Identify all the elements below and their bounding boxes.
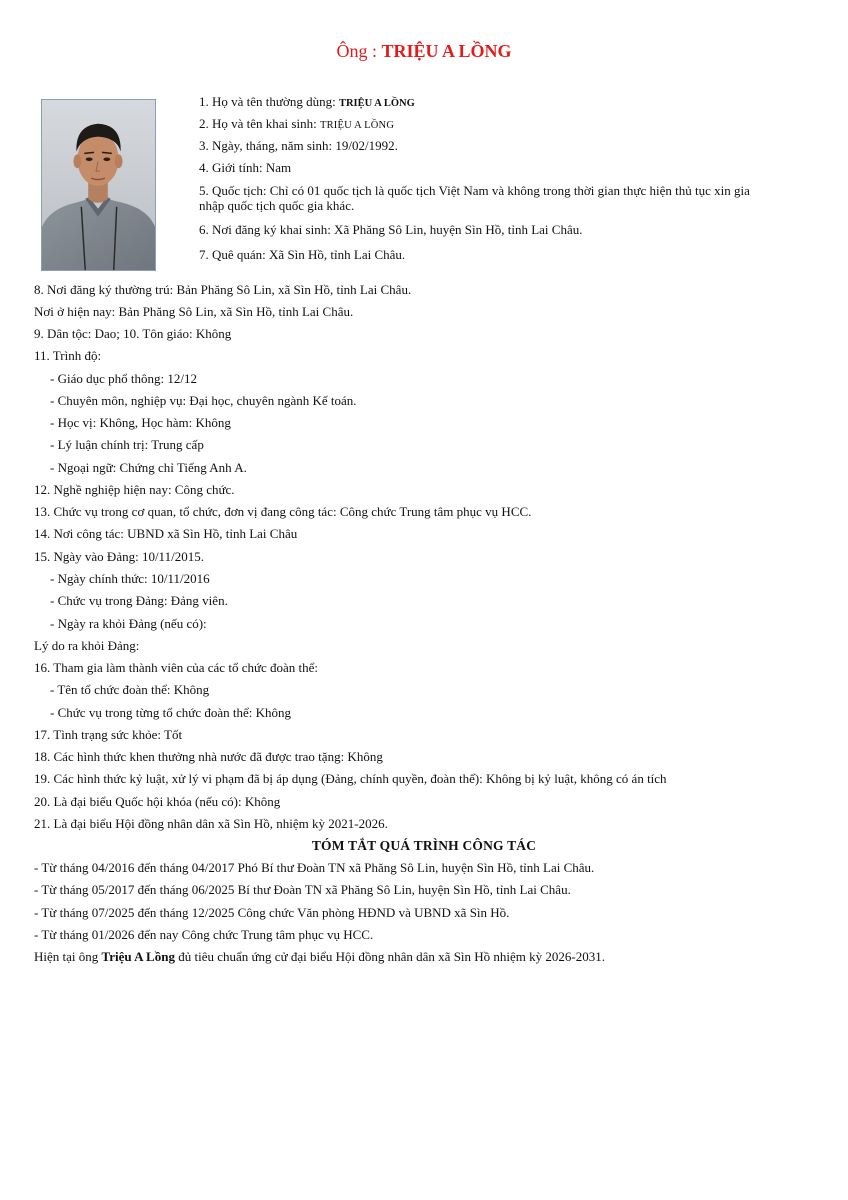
title-prefix: Ông : <box>336 41 382 61</box>
common-name-label: 1. Họ và tên thường dùng: <box>199 94 339 109</box>
info-nationality: 5. Quốc tịch: Chỉ có 01 quốc tịch là quốc tịch Việt Nam và không trong thời gian thực hiện thủ tục xin gia nhập quốc tịch quốc gia khác. <box>199 183 750 213</box>
detail-line: - Tên tổ chức đoàn thể: Không <box>50 682 210 697</box>
detail-line: 17. Tình trạng sức khỏe: Tốt <box>34 727 183 742</box>
info-common-name <box>199 94 415 111</box>
info-gender: 4. Giới tính: Nam <box>199 160 292 175</box>
detail-line: - Chức vụ trong từng tổ chức đoàn thể: Không <box>50 705 292 720</box>
detail-line: 18. Các hình thức khen thưởng nhà nước đã được trao tặng: Không <box>34 749 383 764</box>
detail-line: 21. Là đại biểu Hội đồng nhân dân xã Sìn Hồ, nhiệm kỳ 2021-2026. <box>34 816 388 831</box>
info-birth-registration: 6. Nơi đăng ký khai sinh: Xã Phăng Sô Lin, huyện Sìn Hồ, tỉnh Lai Châu. <box>199 222 583 237</box>
birth-name-value: TRIỆU A LỒNG <box>319 120 395 131</box>
detail-line: 16. Tham gia làm thành viên của các tổ chức đoàn thể: <box>34 660 319 675</box>
info-birth-date: 3. Ngày, tháng, năm sinh: 19/02/1992. <box>199 138 398 153</box>
detail-line: - Học vị: Không, Học hàm: Không <box>50 415 231 430</box>
detail-line: 9. Dân tộc: Dao; 10. Tôn giáo: Không <box>34 326 232 341</box>
closing-text-before: Hiện tại ông <box>34 949 102 964</box>
detail-line: - Giáo dục phổ thông: 12/12 <box>50 371 197 386</box>
detail-line: 20. Là đại biểu Quốc hội khóa (nếu có): Không <box>34 794 281 809</box>
closing-name: Triệu A Lồng <box>101 949 175 964</box>
detail-line: - Ngày chính thức: 10/11/2016 <box>50 571 210 586</box>
common-name-value: TRIỆU A LỒNG <box>338 98 415 109</box>
detail-line: 14. Nơi công tác: UBND xã Sìn Hồ, tỉnh Lai Châu <box>34 526 298 541</box>
detail-line: 12. Nghề nghiệp hiện nay: Công chức. <box>34 482 235 497</box>
career-section-title: TÓM TẮT QUÁ TRÌNH CÔNG TÁC <box>311 838 537 853</box>
detail-line: 15. Ngày vào Đảng: 10/11/2015. <box>34 549 204 564</box>
info-hometown: 7. Quê quán: Xã Sìn Hồ, tỉnh Lai Châu. <box>199 247 406 262</box>
detail-line: Lý do ra khỏi Đảng: <box>34 638 140 653</box>
title-name: TRIỆU A LỒNG <box>381 41 512 61</box>
detail-line: - Ngoại ngữ: Chứng chỉ Tiếng Anh A. <box>50 460 247 475</box>
detail-line: - Ngày ra khỏi Đảng (nếu có): <box>50 616 207 631</box>
info-birth-name <box>199 116 394 133</box>
career-item: - Từ tháng 07/2025 đến tháng 12/2025 Công chức Văn phòng HĐND và UBND xã Sìn Hồ. <box>34 905 510 920</box>
closing-text-after: đủ tiêu chuẩn ứng cử đại biểu Hội đồng nhân dân xã Sìn Hồ nhiệm kỳ 2026-2031. <box>174 949 605 964</box>
detail-line: - Lý luận chính trị: Trung cấp <box>50 437 204 452</box>
page-title <box>0 41 848 62</box>
birth-name-label: 2. Họ và tên khai sinh: <box>199 116 320 131</box>
detail-line: - Chuyên môn, nghiệp vụ: Đại học, chuyên ngành Kế toán. <box>50 393 357 408</box>
career-item: - Từ tháng 01/2026 đến nay Công chức Trung tâm phục vụ HCC. <box>34 927 374 942</box>
portrait-image <box>42 100 155 270</box>
career-item: - Từ tháng 05/2017 đến tháng 06/2025 Bí thư Đoàn TN xã Phăng Sô Lin, huyện Sìn Hồ, tỉnh Lai Châu. <box>34 882 571 897</box>
detail-line: 13. Chức vụ trong cơ quan, tổ chức, đơn vị đang công tác: Công chức Trung tâm phục vụ HCC. <box>34 504 532 519</box>
detail-line: Nơi ở hiện nay: Bản Phăng Sô Lin, xã Sìn Hồ, tỉnh Lai Châu. <box>34 304 354 319</box>
portrait-photo <box>41 99 156 271</box>
detail-line: - Chức vụ trong Đảng: Đảng viên. <box>50 593 228 608</box>
detail-line: 11. Trình độ: <box>34 348 102 363</box>
career-item: - Từ tháng 04/2016 đến tháng 04/2017 Phó Bí thư Đoàn TN xã Phăng Sô Lin, huyện Sìn Hồ, tỉnh Lai Châu. <box>34 860 595 875</box>
detail-line: 8. Nơi đăng ký thường trú: Bản Phăng Sô Lin, xã Sìn Hồ, tỉnh Lai Châu. <box>34 282 412 297</box>
detail-line: 19. Các hình thức kỷ luật, xử lý vi phạm đã bị áp dụng (Đảng, chính quyền, đoàn thể): Không bị kỷ luật, không có án tích <box>34 771 667 786</box>
closing-statement <box>34 949 605 964</box>
